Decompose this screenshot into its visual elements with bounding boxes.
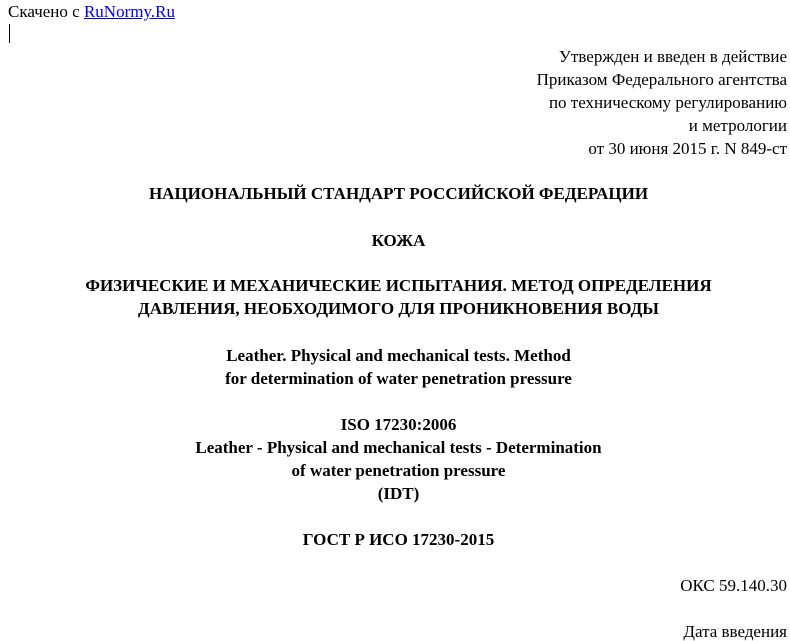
title-ru-line: ФИЗИЧЕСКИЕ И МЕХАНИЧЕСКИЕ ИСПЫТАНИЯ. МЕТОД ОПРЕДЕЛЕНИЯ bbox=[85, 276, 712, 295]
okc-code: ОКС 59.140.30 bbox=[680, 576, 787, 595]
source-link[interactable]: RuNormy.Ru bbox=[83, 2, 175, 21]
iso-reference bbox=[0, 413, 790, 505]
text-cursor bbox=[9, 24, 10, 43]
iso-title-line: of water penetration pressure bbox=[291, 461, 506, 480]
approval-line: и метрологии bbox=[688, 116, 787, 135]
source-line bbox=[8, 0, 175, 23]
title-ru bbox=[0, 274, 790, 320]
intro-date-label: Дата введения bbox=[683, 622, 787, 641]
title-en-line: Leather. Physical and mechanical tests. Method bbox=[226, 346, 571, 365]
gost-number bbox=[0, 528, 790, 551]
gost-number-text: ГОСТ Р ИСО 17230-2015 bbox=[302, 530, 495, 549]
source-prefix: Скачено с bbox=[8, 2, 84, 21]
title-en-line: for determination of water penetration pressure bbox=[225, 369, 572, 388]
title-ru-line: ДАВЛЕНИЯ, НЕОБХОДИМОГО ДЛЯ ПРОНИКНОВЕНИЯ ВОДЫ bbox=[138, 299, 659, 318]
approval-line: Утвержден и введен в действие bbox=[558, 47, 787, 66]
approval-line: Приказом Федерального агентства bbox=[536, 70, 787, 89]
iso-title-line: Leather - Physical and mechanical tests - Determination bbox=[195, 438, 602, 457]
title-en bbox=[0, 344, 790, 390]
standard-type-title-text: НАЦИОНАЛЬНЫЙ СТАНДАРТ РОССИЙСКОЙ ФЕДЕРАЦИИ bbox=[148, 184, 649, 203]
standard-subject bbox=[0, 229, 790, 252]
approval-line: по техническому регулированию bbox=[548, 93, 787, 112]
approval-block bbox=[537, 45, 787, 160]
iso-degree: (IDT) bbox=[377, 484, 420, 503]
standard-subject-text: КОЖА bbox=[371, 231, 426, 250]
standard-type-title bbox=[0, 182, 790, 205]
approval-line: от 30 июня 2015 г. N 849-ст bbox=[588, 139, 787, 158]
iso-number: ISO 17230:2006 bbox=[340, 415, 457, 434]
